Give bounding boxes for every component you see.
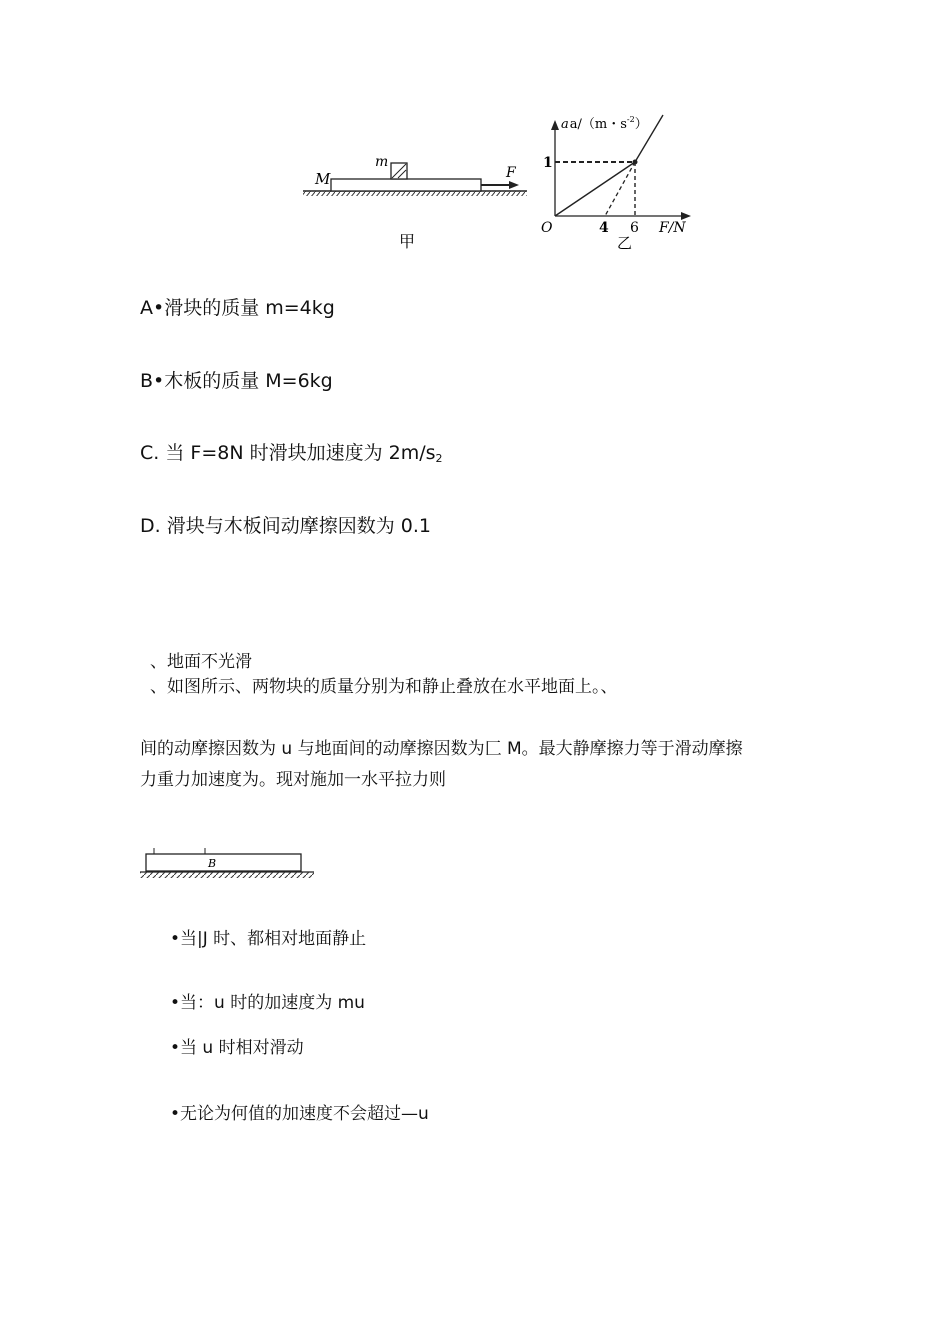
q2-line-1: 、地面不光滑 — [150, 652, 252, 672]
bullet-1: •当|J 时、都相对地面静止 — [170, 929, 367, 949]
q2-line-4: 力重力加速度为。现对施加一水平拉力则 — [140, 770, 446, 790]
tick-x-6: 6 — [630, 220, 639, 236]
label-M: M — [315, 170, 331, 188]
bullet-3: •当 u 时相对滑动 — [170, 1038, 304, 1058]
x-axis-label: F/N — [659, 220, 686, 236]
tick-x-4: 4 — [599, 220, 609, 236]
line-segment-1 — [555, 162, 635, 216]
option-b: B•木板的质量 M=6kg — [140, 370, 333, 392]
caption-jia: 甲 — [399, 232, 416, 251]
y-axis-label: aa/（m・$s^{-2}$） — [561, 115, 648, 132]
bullet-4: •无论为何值的加速度不会超过—u — [170, 1104, 429, 1124]
label-B: B — [208, 857, 217, 870]
block-m — [391, 163, 407, 179]
dashed-extension — [605, 162, 635, 216]
label-m: m — [375, 154, 389, 170]
break-point — [633, 160, 638, 165]
tick-y-1: 1 — [543, 155, 553, 171]
label-F: F — [506, 165, 516, 181]
board-B — [146, 854, 301, 871]
option-c — [140, 438, 443, 465]
q2-line-3: 间的动摩擦因数为 u 与地面间的动摩擦因数为匚 M。最大静摩擦力等于滑动摩擦 — [140, 739, 743, 759]
force-arrow — [481, 181, 519, 189]
origin-label: O — [541, 220, 553, 236]
bullet-2: •当：u 时的加速度为 mu — [170, 993, 365, 1013]
ground — [303, 191, 527, 196]
option-a: A•滑块的质量 m=4kg — [140, 297, 335, 319]
ground-hatch-q2 — [140, 872, 314, 878]
option-c-subscript: 2 — [435, 452, 443, 465]
q2-line-2: 、如图所示、两物块的质量分别为和静止叠放在水平地面上。、 — [150, 677, 618, 697]
figure-jia — [295, 150, 535, 260]
option-d: D. 滑块与木板间动摩擦因数为 0.1 — [140, 515, 431, 537]
figure-q2 — [138, 845, 320, 881]
board-M — [331, 179, 481, 191]
option-c-text: C. 当 F=8N 时滑块加速度为 2m/s — [140, 442, 436, 464]
caption-yi: 乙 — [617, 234, 633, 252]
figure-yi — [535, 110, 705, 260]
